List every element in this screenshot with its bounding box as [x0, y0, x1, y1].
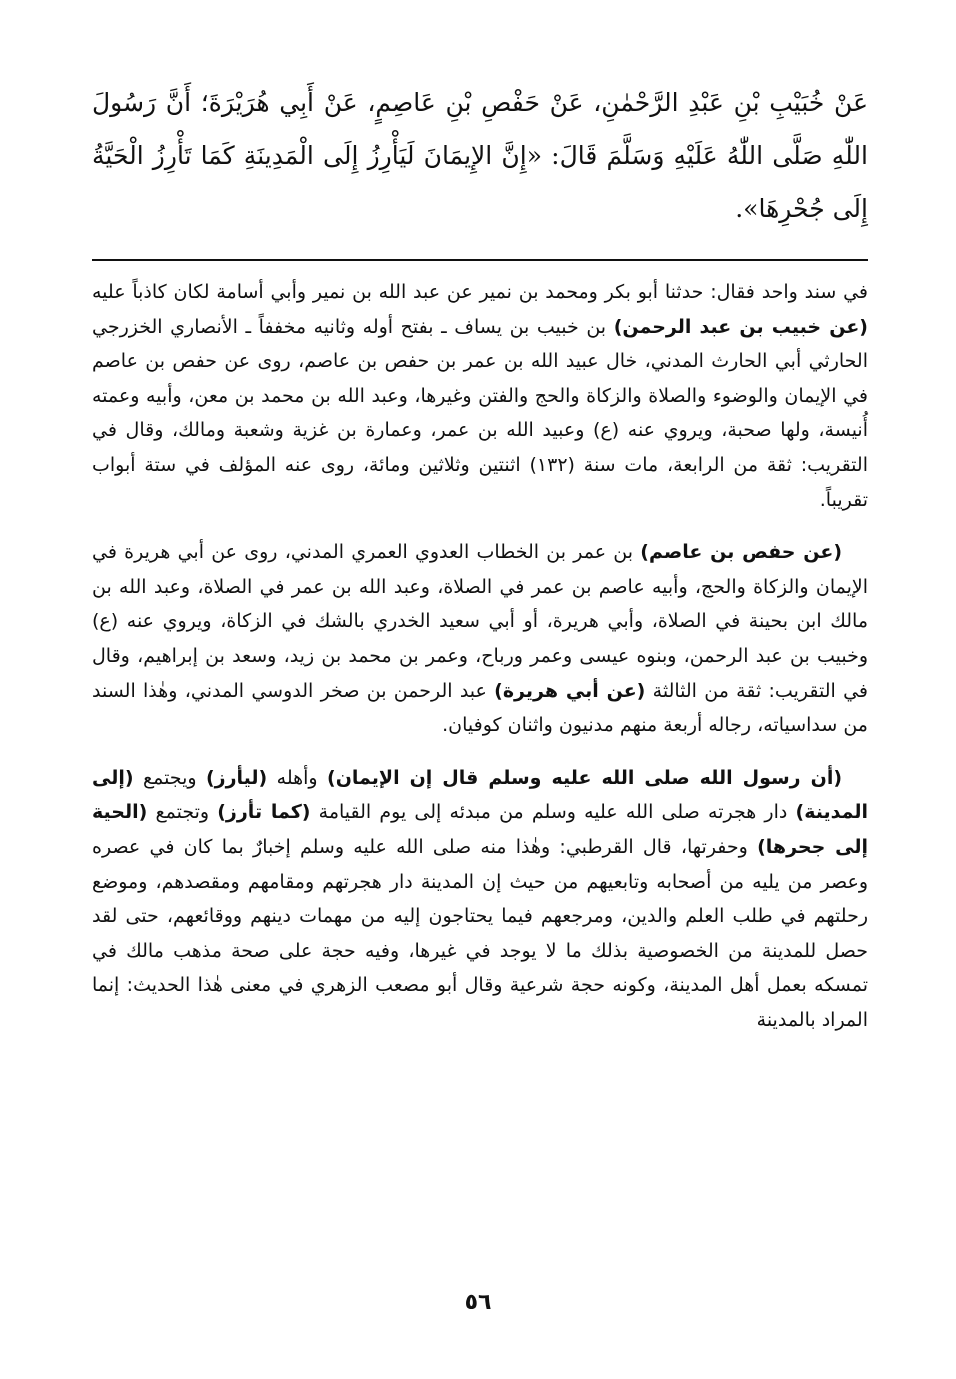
p2-narrator-hafs: (عن حفص بن عاصم) — [640, 541, 842, 564]
p2-narrator-abu-hurayra: (عن أبي هريرة) — [494, 679, 646, 702]
p1-intro: في سند واحد فقال: حدثنا أبو بكر ومحمد بن نمير عن عبد الله بن نمير وأبي أسامة لكان كاذباً عليه — [92, 281, 868, 303]
footnote-divider — [92, 259, 868, 261]
p3-quote-2: (ليأرز) — [205, 766, 268, 789]
p3-quote-4: (كما تأرز) — [217, 801, 311, 824]
p3-text-3: دار هجرته صلى الله عليه وسلم من مبدئه إلى يوم القيامة — [310, 801, 796, 824]
p3-text-4: وتجتمع — [147, 801, 218, 824]
p1-rest: بن خبيب بن يساف ـ بفتح أوله وثانيه مخففاً ـ الأنصاري الخزرجي الحارثي أبي الحارث المدني، خال عبيد الله بن عمر بن حفص بن عاصم، روى عن حفص بن عاصم في الإيمان والوضوء والصلاة والزكاة والحج والفتن وغيرها، وعبد الله بن محمد بن معن، وأبيه وعمته أُنيسة، ولها صحبة، ويروي عنه (ع) وعبيد الله بن عمر، وعمارة بن غزية وشعبة ومالك، وقال في التقريب: ثقة من الرابعة، مات سنة (١٣٢) اثنتين وثلاثين ومائة، روى عنه المؤلف في ستة أبواب تقريباً. — [92, 315, 868, 511]
p3-text-5: وحفرتها، قال القرطبي: وهٰذا منه صلى الله عليه وسلم إخبارٌ بما كان في عصره وعصر من يليه من أصحابه وتابعيهم من حيث إن المدينة دار هجرتهم ومقامهم ومقصدهم، وموضع رحلتهم في طلب العلم والدين، ومرجعهم فيما يحتاجون إليه من مهمات دينهم ووقائعهم، حتى لقد حصل للمدينة من الخصوصية بذلك ما لا يوجد في غيرها، وفيه حجة على صحة مذهب مالك في تمسكه بعمل أهل المدينة، وكونه حجة شرعية وقال أبو مصعب الزهري في معنى هٰذا الحديث: إنما المراد بالمدينة — [92, 835, 868, 1031]
commentary-paragraph-2 — [92, 535, 868, 743]
p3-text-1: وأهله — [267, 766, 328, 789]
commentary-paragraph-1 — [92, 275, 868, 517]
p3-quote-5: (الحية إلى جحرها) — [92, 801, 869, 858]
p3-text-2: ويجتمع — [133, 766, 206, 789]
hadith-text: عَنْ خُبَيْبِ بْنِ عَبْدِ الرَّحْمٰنِ، عَنْ حَفْصِ بْنِ عَاصِمٍ، عَنْ أَبِي هُرَيْرَةَ؛ أَنَّ رَسُولَ اللّٰهِ صَلَّى اللّٰهُ عَلَيْهِ وَسَلَّمَ قَالَ: «إِنَّ الإِيمَانَ لَيَأْرِزُ إِلَى الْمَدِينَةِ كَمَا تَأْرِزُ الْحَيَّةُ إِلَى جُحْرِهَا». — [92, 88, 868, 223]
p2-text-2: عبد الرحمن بن صخر الدوسي المدني، وهٰذا السند من سداسياته، رجاله أربعة منهم مدنيون واثنان كوفيان. — [92, 679, 868, 737]
p3-quote-3: (إلى المدينة) — [92, 766, 868, 824]
document-page — [92, 70, 868, 1330]
p3-quote-1: (أن رسول الله صلى الله عليه وسلم قال إن الإيمان) — [327, 766, 843, 789]
p1-narrator-khubayb: (عن خبيب بن عبد الرحمن) — [613, 315, 868, 338]
commentary-paragraph-3 — [92, 761, 868, 1038]
page-number: ٥٦ — [464, 1290, 492, 1315]
p2-text-1: بن عمر بن الخطاب العدوي العمري المدني، روى عن أبي هريرة في الإيمان والزكاة والحج، وأبيه عاصم بن عمر في الصلاة، وعبد الله بن عمر في الصلاة، وعبد الله بن مالك ابن بحينة في الصلاة، وأبي هريرة، أو أبي سعيد الخدري بالشك في الزكاة، ويروي عنه (ع) وخبيب بن عبد الرحمن، وبنوه عيسى وعمر ورباح، وعمر بن محمد بن زيد، وسعد بن إبراهيم، وقال في التقريب: ثقة من الثالثة — [92, 541, 868, 702]
commentary — [92, 275, 868, 1037]
